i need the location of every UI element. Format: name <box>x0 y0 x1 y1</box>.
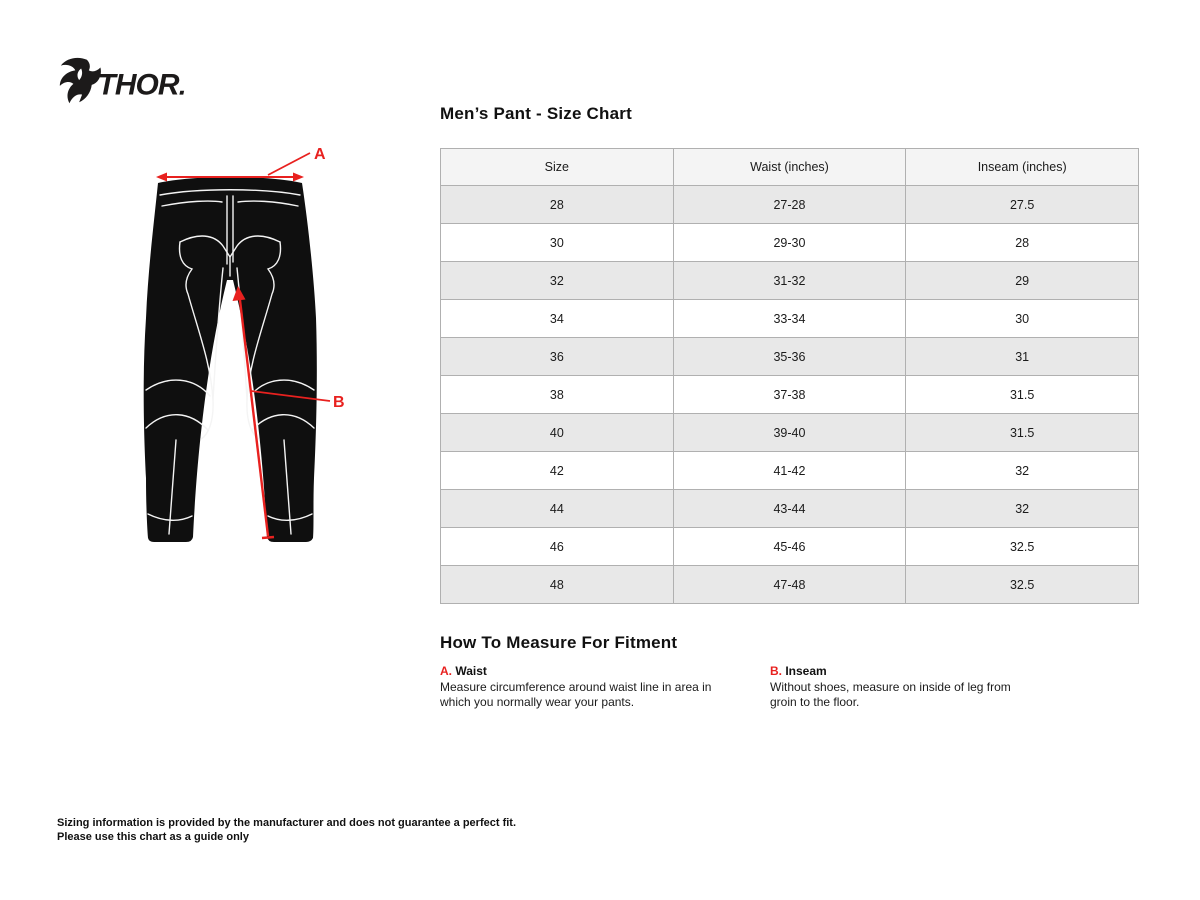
table-cell: 32 <box>441 262 674 300</box>
waist-label <box>440 664 770 678</box>
table-row <box>441 224 1139 262</box>
column-header-size: Size <box>441 149 674 186</box>
table-row <box>441 452 1139 490</box>
size-chart-table-body <box>441 186 1139 604</box>
marker-b-label: B <box>333 394 345 411</box>
table-cell: 32 <box>906 490 1139 528</box>
table-cell: 31.5 <box>906 376 1139 414</box>
waist-label-text: Waist <box>455 664 487 678</box>
how-to-measure-heading: How To Measure For Fitment <box>440 633 678 652</box>
table-cell: 27-28 <box>673 186 906 224</box>
waist-marker: A. <box>440 664 452 678</box>
table-row <box>441 566 1139 604</box>
marker-a-label: A <box>314 146 326 163</box>
pants-measurement-diagram <box>118 138 382 558</box>
table-row <box>441 490 1139 528</box>
header-row <box>441 149 1139 186</box>
table-row <box>441 414 1139 452</box>
pants-silhouette <box>144 177 317 542</box>
table-cell: 47-48 <box>673 566 906 604</box>
table-row <box>441 300 1139 338</box>
table-cell: 41-42 <box>673 452 906 490</box>
how-to-measure-section <box>440 633 1140 709</box>
wordmark-dot <box>179 91 184 95</box>
size-chart-table-head <box>441 149 1139 186</box>
table-cell: 39-40 <box>673 414 906 452</box>
size-chart-table <box>440 148 1139 604</box>
arrowhead-left <box>156 173 167 182</box>
page-title: Men’s Pant - Size Chart <box>440 104 632 123</box>
table-row <box>441 186 1139 224</box>
column-header-inseam: Inseam (inches) <box>906 149 1139 186</box>
table-cell: 35-36 <box>673 338 906 376</box>
goat-head-icon <box>60 58 101 103</box>
table-cell: 46 <box>441 528 674 566</box>
table-cell: 37-38 <box>673 376 906 414</box>
thor-logo <box>55 56 200 108</box>
table-cell: 30 <box>441 224 674 262</box>
size-chart-section <box>440 103 1140 604</box>
measure-item-inseam <box>770 664 1070 709</box>
inseam-marker: B. <box>770 664 782 678</box>
table-cell: 32.5 <box>906 528 1139 566</box>
table-cell: 27.5 <box>906 186 1139 224</box>
thor-wordmark-text: THOR <box>97 68 179 102</box>
inseam-label <box>770 664 1070 678</box>
table-cell: 45-46 <box>673 528 906 566</box>
inseam-label-text: Inseam <box>785 664 827 678</box>
table-cell: 36 <box>441 338 674 376</box>
table-cell: 30 <box>906 300 1139 338</box>
table-cell: 44 <box>441 490 674 528</box>
table-row <box>441 338 1139 376</box>
table-cell: 43-44 <box>673 490 906 528</box>
table-row <box>441 262 1139 300</box>
table-cell: 32 <box>906 452 1139 490</box>
table-cell: 42 <box>441 452 674 490</box>
table-cell: 28 <box>441 186 674 224</box>
arrowhead-right <box>293 173 304 182</box>
table-row <box>441 376 1139 414</box>
table-cell: 38 <box>441 376 674 414</box>
table-cell: 31.5 <box>906 414 1139 452</box>
table-row <box>441 528 1139 566</box>
inseam-foot-tick <box>262 537 274 538</box>
table-cell: 29 <box>906 262 1139 300</box>
table-cell: 33-34 <box>673 300 906 338</box>
pointer-line-a <box>268 153 310 175</box>
measure-item-waist <box>440 664 770 709</box>
table-cell: 31-32 <box>673 262 906 300</box>
inseam-description: Without shoes, measure on inside of leg from groin to the floor. <box>770 680 1011 709</box>
disclaimer-line-1: Sizing information is provided by the manufacturer and does not guarantee a perfect fit. <box>57 817 517 829</box>
table-cell: 31 <box>906 338 1139 376</box>
table-cell: 28 <box>906 224 1139 262</box>
waist-description: Measure circumference around waist line in area in which you normally wear your pants. <box>440 680 712 709</box>
table-cell: 48 <box>441 566 674 604</box>
measure-items <box>440 664 1140 709</box>
thor-wordmark <box>98 69 185 102</box>
table-cell: 34 <box>441 300 674 338</box>
disclaimer-line-2: Please use this chart as a guide only <box>57 830 249 843</box>
table-cell: 29-30 <box>673 224 906 262</box>
table-cell: 40 <box>441 414 674 452</box>
table-cell: 32.5 <box>906 566 1139 604</box>
column-header-waist: Waist (inches) <box>673 149 906 186</box>
sizing-disclaimer <box>57 817 516 844</box>
